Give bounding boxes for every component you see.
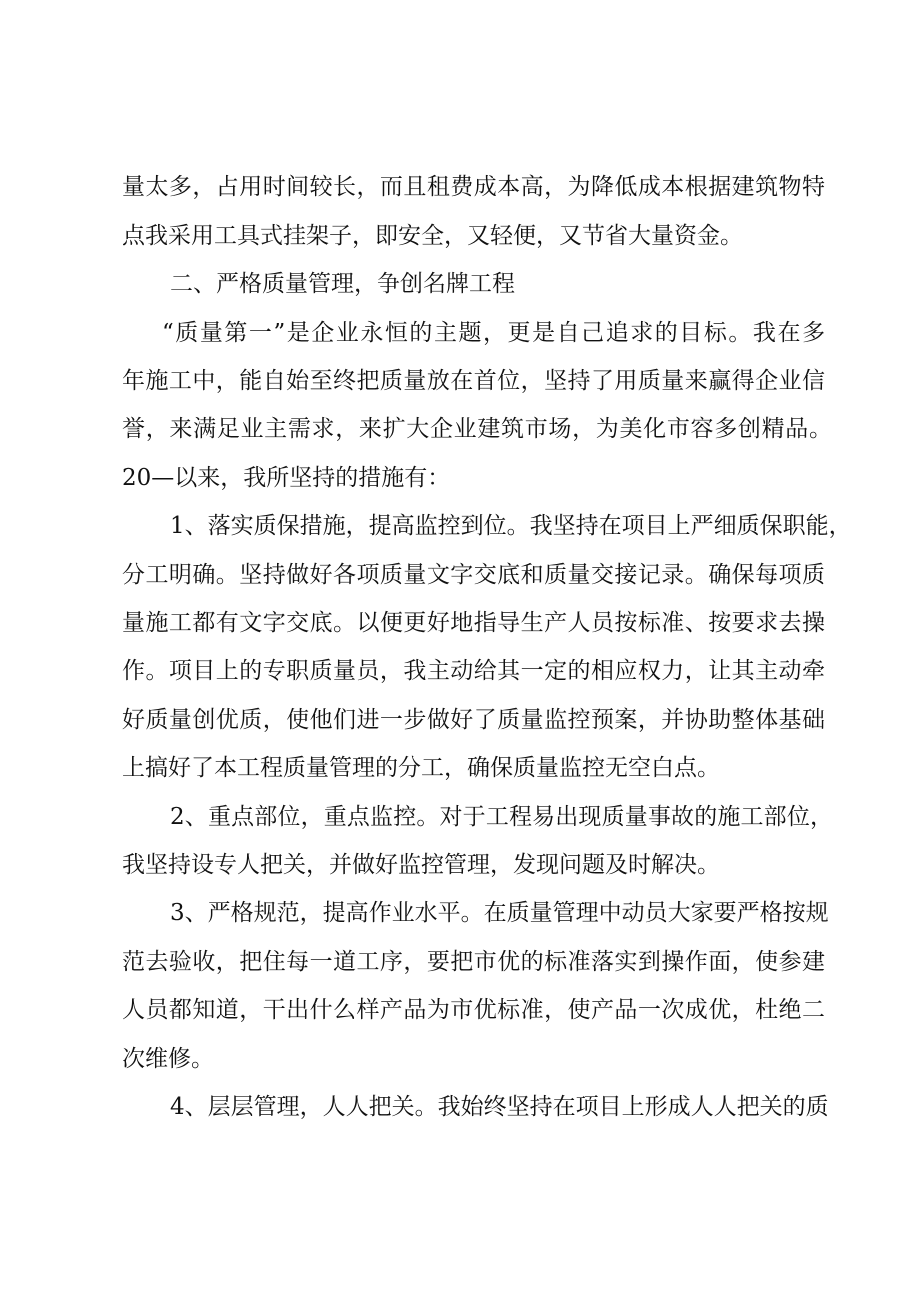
text-line: 我坚持设专人把关，并做好监控管理，发现问题及时解决。 xyxy=(122,852,720,878)
text-line: 量施工都有文字交底。以便更好地指导生产人员按标准、按要求去操 xyxy=(122,610,825,636)
text-line: 人员都知道，干出什么样产品为市优标准，使产品一次成优，杜绝二 xyxy=(122,997,825,1023)
text-line: 分工明确。坚持做好各项质量文字交底和质量交接记录。确保每项质 xyxy=(122,562,825,588)
text-line: 点我采用工具式挂架子，即安全，又轻便，又节省大量资金。 xyxy=(122,223,743,249)
text-line: 次维修。 xyxy=(122,1046,214,1072)
text-line: 作。项目上的专职质量员，我主动给其一定的相应权力，让其主动牵 xyxy=(122,658,825,684)
text-line: 3、严格规范，提高作业水平。在质量管理中动员大家要严格按规 xyxy=(170,900,829,926)
text-line: 好质量创优质，使他们进一步做好了质量监控预案，并协助整体基础 xyxy=(122,707,825,733)
section-heading: 二、严格质量管理，争创名牌工程 xyxy=(170,271,515,297)
text-line: 2、重点部位，重点监控。对于工程易出现质量事故的施工部位， xyxy=(170,804,833,830)
text-line: 4、层层管理，人人把关。我始终坚持在项目上形成人人把关的质 xyxy=(170,1094,829,1120)
text-line: 1、落实质保措施，提高监控到位。我坚持在项目上严细质保职能， xyxy=(170,513,852,539)
text-line: 年施工中，能自始至终把质量放在首位，坚持了用质量来赢得企业信 xyxy=(122,368,825,394)
text-line: “质量第一”是企业永恒的主题，更是自己追求的目标。我在多 xyxy=(162,320,825,346)
text-line: 范去验收，把住每一道工序，要把市优的标准落实到操作面，使参建 xyxy=(122,949,825,975)
text-line: 誉，来满足业主需求，来扩大企业建筑市场，为美化市容多创精品。 xyxy=(122,416,832,442)
text-line: 上搞好了本工程质量管理的分工，确保质量监控无空白点。 xyxy=(122,755,720,781)
text-line: 量太多，占用时间较长，而且租费成本高，为降低成本根据建筑物特 xyxy=(122,174,825,200)
text-line: 20—以来，我所坚持的措施有： xyxy=(122,465,451,491)
